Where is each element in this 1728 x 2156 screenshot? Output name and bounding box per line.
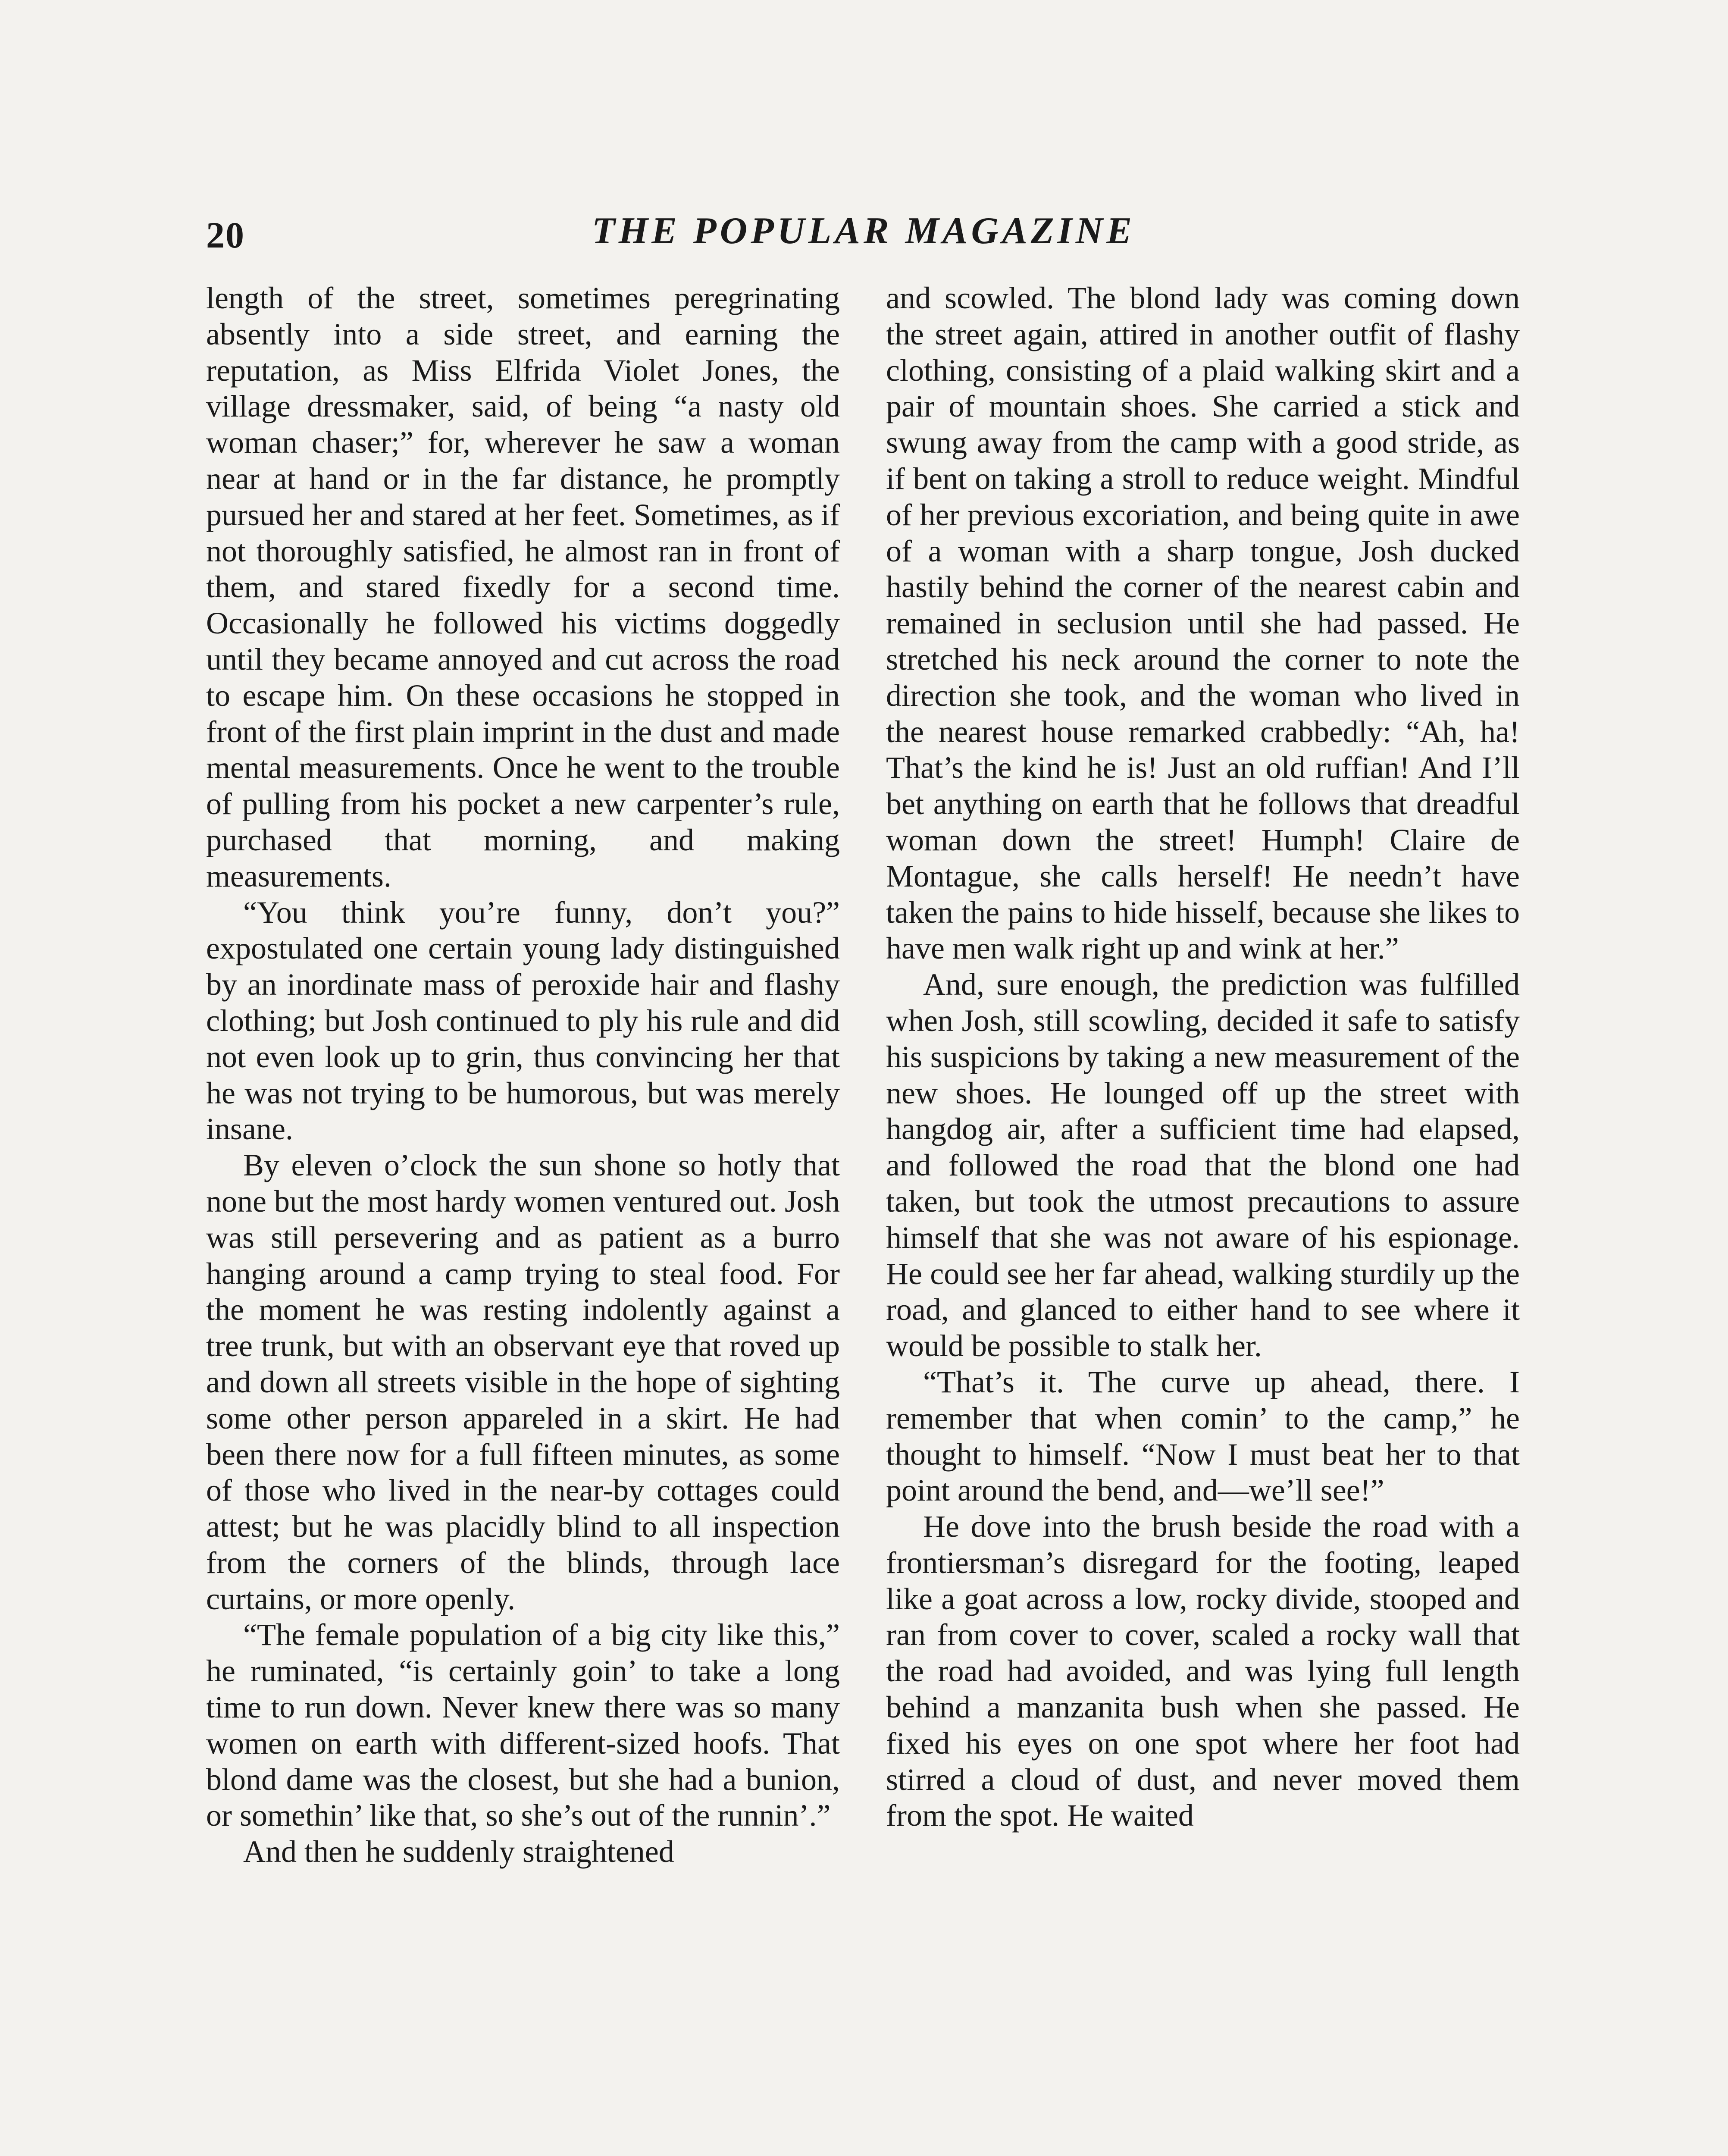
paragraph: By eleven o’clock the sun shone so hotly that none but the most hardy women ventured out. Josh was still persevering and as patient as a burro hanging around a camp trying to steal food. For the moment he was resting indolently against a tree trunk, but with an observant eye that roved up and down all streets visible in the hope of sighting some other person appareled in a skirt. He had been there now for a full fifteen minutes, as some of those who lived in the near-by cottages could attest; but he was placidly blind to all inspection from the corners of the blinds, through lace curtains, or more openly. (206, 1148, 840, 1616)
paragraph: length of the street, sometimes peregrinating absently into a side street, and earning the reputation, as Miss Elfrida Violet Jones, the village dressmaker, said, of being “a nasty old woman chaser;” for, wherever he saw a woman near at hand or in the far distance, he promptly pursued her and stared at her feet. Sometimes, as if not thoroughly satisfied, he almost ran in front of them, and stared fixedly for a second time. Occasionally he followed his victims doggedly until they became annoyed and cut across the road to escape him. On these occasions he stopped in front of the first plain imprint in the dust and made mental measurements. Once he went to the trouble of pulling from his pocket a new carpenter’s rule, purchased that morning, and making measurements. (206, 281, 840, 893)
magazine-title: THE POPULAR MAGAZINE (592, 210, 1136, 252)
page-header (206, 209, 1521, 265)
paragraph: And, sure enough, the prediction was fulfilled when Josh, still scowling, decided it safe to satisfy his suspicions by taking a new measurement of the new shoes. He lounged off up the street with hangdog air, after a sufficient time had elapsed, and followed the road that the blond one had taken, but took the utmost precautions to assure himself that she was not aware of his espionage. He could see her far ahead, walking sturdily up the road, and glanced to either hand to see where it would be possible to stalk her. (886, 967, 1520, 1363)
paragraph: And then he suddenly straightened (243, 1834, 674, 1869)
paragraph: “That’s it. The curve up ahead, there. I remember that when comin’ to the camp,” he thought to himself. “Now I must beat her to that point around the bend, and—we’ll see!” (886, 1364, 1520, 1508)
paragraph: He dove into the brush beside the road with a frontiersman’s disregard for the footing, leaped like a goat across a low, rocky divide, stooped and ran from cover to cover, scaled a rocky wall that the road had avoided, and was lying full length behind a manzanita bush when she passed. He fixed his eyes on one spot where her foot had stirred a cloud of dust, and never moved them from the spot. He waited (886, 1509, 1520, 1833)
paragraph: “You think you’re funny, don’t you?” expostulated one certain young lady distinguished by an inordinate mass of peroxide hair and flashy clothing; but Josh continued to ply his rule and did not even look up to grin, thus convincing her that he was not trying to be humorous, but was merely insane. (206, 895, 840, 1147)
left-column (206, 280, 840, 2156)
right-column (886, 280, 1520, 2156)
paragraph: “The female population of a big city like this,” he ruminated, “is certainly goin’ to take a long time to run down. Never knew there was so many women on earth with different-sized hoofs. That blond dame was the closest, but she had a bunion, or somethin’ like that, so she’s out of the runnin’.” (206, 1617, 840, 1833)
paragraph: and scowled. The blond lady was coming down the street again, attired in another outfit of flashy clothing, consisting of a plaid walking skirt and a pair of mountain shoes. She carried a stick and swung away from the camp with a good stride, as if bent on taking a stroll to reduce weight. Mindful of her previous excoriation, and being quite in awe of a woman with a sharp tongue, Josh ducked hastily behind the corner of the nearest cabin and remained in seclusion until she had passed. He stretched his neck around the corner to note the direction she took, and the woman who lived in the nearest house remarked crabbedly: “Ah, ha! That’s the kind he is! Just an old ruffian! And I’ll bet anything on earth that he follows that dreadful woman down the street! Humph! Claire de Montague, she calls herself! He needn’t have taken the pains to hide hisself, because she likes to have men walk right up and wink at her.” (886, 281, 1520, 966)
page-number: 20 (206, 214, 245, 256)
